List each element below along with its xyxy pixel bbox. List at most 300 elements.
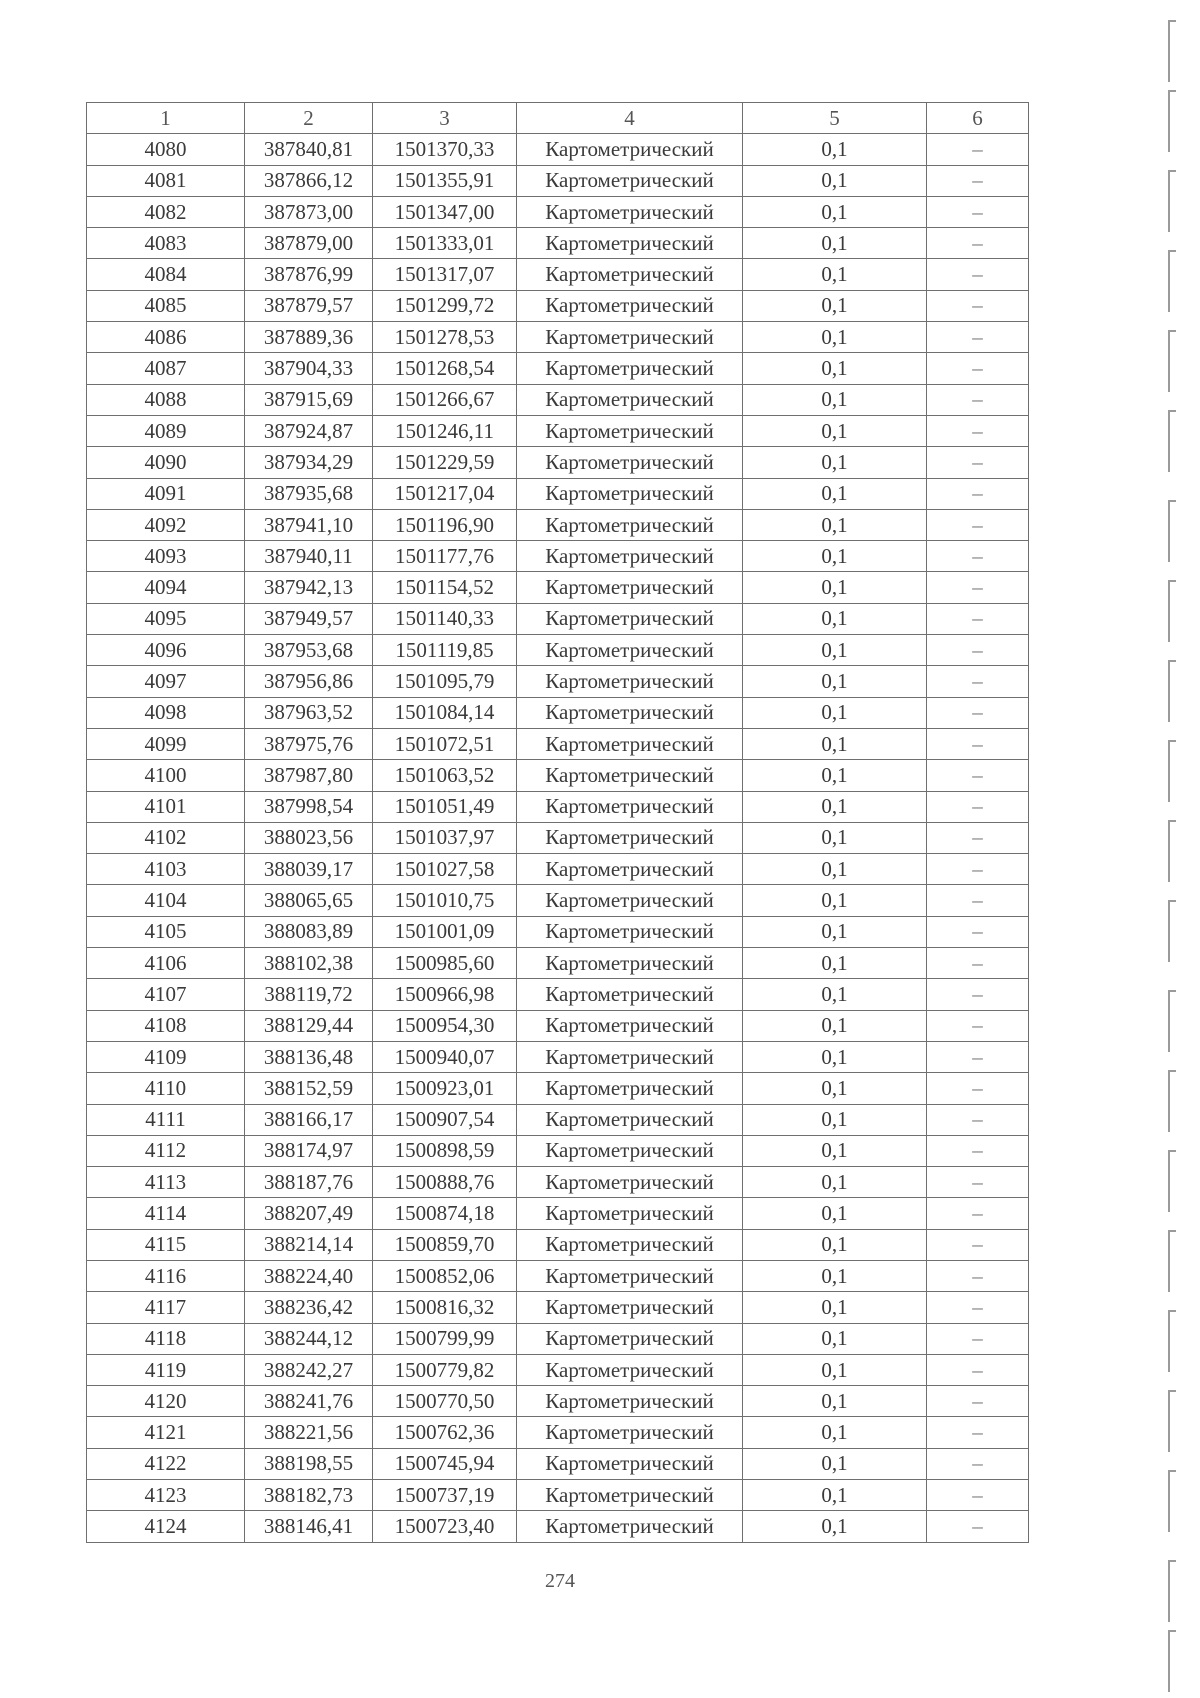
table-cell: 4091 bbox=[87, 478, 245, 509]
table-cell: 387866,12 bbox=[245, 165, 373, 196]
table-cell: 0,1 bbox=[743, 1354, 927, 1385]
table-cell: 0,1 bbox=[743, 1010, 927, 1041]
table-cell: 387873,00 bbox=[245, 196, 373, 227]
table-cell: Картометрический bbox=[517, 1198, 743, 1229]
table-cell: 4099 bbox=[87, 728, 245, 759]
table-cell: 1501333,01 bbox=[373, 228, 517, 259]
table-row bbox=[87, 1386, 1029, 1417]
table-cell: 4116 bbox=[87, 1260, 245, 1291]
table-cell: 0,1 bbox=[743, 1292, 927, 1323]
table-cell: 0,1 bbox=[743, 572, 927, 603]
column-header: 5 bbox=[743, 103, 927, 134]
table-cell: – bbox=[927, 635, 1029, 666]
table-row bbox=[87, 1480, 1029, 1511]
table-cell: 1500940,07 bbox=[373, 1041, 517, 1072]
table-cell: Картометрический bbox=[517, 572, 743, 603]
table-cell: 1500799,99 bbox=[373, 1323, 517, 1354]
table-cell: 4081 bbox=[87, 165, 245, 196]
table-cell: Картометрический bbox=[517, 322, 743, 353]
binding-mark bbox=[1168, 990, 1176, 1052]
table-cell: 1501027,58 bbox=[373, 854, 517, 885]
binding-mark bbox=[1168, 900, 1176, 962]
binding-mark bbox=[1168, 740, 1176, 802]
table-cell: 388236,42 bbox=[245, 1292, 373, 1323]
page-number: 274 bbox=[545, 1570, 575, 1592]
table-cell: 4083 bbox=[87, 228, 245, 259]
table-row bbox=[87, 1448, 1029, 1479]
table-cell: Картометрический bbox=[517, 666, 743, 697]
table-cell: – bbox=[927, 353, 1029, 384]
table-cell: 0,1 bbox=[743, 353, 927, 384]
table-cell: 0,1 bbox=[743, 478, 927, 509]
table-row bbox=[87, 885, 1029, 916]
table-cell: 4100 bbox=[87, 760, 245, 791]
table-cell: Картометрический bbox=[517, 541, 743, 572]
binding-mark bbox=[1168, 580, 1176, 642]
table-cell: Картометрический bbox=[517, 353, 743, 384]
table-row bbox=[87, 1511, 1029, 1542]
column-header: 4 bbox=[517, 103, 743, 134]
table-cell: 0,1 bbox=[743, 1135, 927, 1166]
binding-mark bbox=[1168, 20, 1176, 82]
table-cell: 1500966,98 bbox=[373, 979, 517, 1010]
table-cell: Картометрический bbox=[517, 1073, 743, 1104]
table-cell: 4122 bbox=[87, 1448, 245, 1479]
table-cell: Картометрический bbox=[517, 509, 743, 540]
table-cell: 1500770,50 bbox=[373, 1386, 517, 1417]
table-row bbox=[87, 1010, 1029, 1041]
table-cell: Картометрический bbox=[517, 1480, 743, 1511]
table-cell: 1500923,01 bbox=[373, 1073, 517, 1104]
table-cell: Картометрический bbox=[517, 948, 743, 979]
table-cell: 1500898,59 bbox=[373, 1135, 517, 1166]
table-cell: – bbox=[927, 1104, 1029, 1135]
table-row bbox=[87, 353, 1029, 384]
table-cell: 4097 bbox=[87, 666, 245, 697]
table-cell: 4102 bbox=[87, 822, 245, 853]
table-cell: 387941,10 bbox=[245, 509, 373, 540]
binding-mark bbox=[1168, 330, 1176, 392]
table-cell: 4108 bbox=[87, 1010, 245, 1041]
table-cell: 388102,38 bbox=[245, 948, 373, 979]
table-row bbox=[87, 697, 1029, 728]
table-row bbox=[87, 791, 1029, 822]
table-cell: Картометрический bbox=[517, 1386, 743, 1417]
table-cell: 388244,12 bbox=[245, 1323, 373, 1354]
table-cell: 0,1 bbox=[743, 447, 927, 478]
table-cell: 0,1 bbox=[743, 1448, 927, 1479]
table-cell: 0,1 bbox=[743, 760, 927, 791]
table-row bbox=[87, 1073, 1029, 1104]
table-cell: – bbox=[927, 1167, 1029, 1198]
binding-mark bbox=[1168, 170, 1176, 232]
table-cell: 4084 bbox=[87, 259, 245, 290]
table-row bbox=[87, 290, 1029, 321]
table-cell: 1501084,14 bbox=[373, 697, 517, 728]
table-cell: – bbox=[927, 697, 1029, 728]
table-cell: – bbox=[927, 322, 1029, 353]
table-cell: – bbox=[927, 259, 1029, 290]
table-cell: – bbox=[927, 916, 1029, 947]
table-cell: Картометрический bbox=[517, 447, 743, 478]
table-cell: Картометрический bbox=[517, 822, 743, 853]
table-cell: 387987,80 bbox=[245, 760, 373, 791]
table-cell: 1500737,19 bbox=[373, 1480, 517, 1511]
table-cell: – bbox=[927, 979, 1029, 1010]
table-cell: – bbox=[927, 478, 1029, 509]
table-cell: 4113 bbox=[87, 1167, 245, 1198]
table-row bbox=[87, 666, 1029, 697]
table-cell: – bbox=[927, 1386, 1029, 1417]
table-cell: – bbox=[927, 415, 1029, 446]
table-cell: 4088 bbox=[87, 384, 245, 415]
table-cell: 4117 bbox=[87, 1292, 245, 1323]
table-cell: – bbox=[927, 666, 1029, 697]
table-cell: 4118 bbox=[87, 1323, 245, 1354]
table-cell: – bbox=[927, 1229, 1029, 1260]
table-cell: 0,1 bbox=[743, 1104, 927, 1135]
table-cell: 388241,76 bbox=[245, 1386, 373, 1417]
binding-mark bbox=[1168, 1390, 1176, 1452]
table-cell: – bbox=[927, 822, 1029, 853]
table-cell: 0,1 bbox=[743, 290, 927, 321]
table-cell: 1501370,33 bbox=[373, 134, 517, 165]
table-cell: – bbox=[927, 1260, 1029, 1291]
table-cell: 0,1 bbox=[743, 541, 927, 572]
binding-mark bbox=[1168, 1230, 1176, 1292]
table-cell: Картометрический bbox=[517, 259, 743, 290]
table-cell: 0,1 bbox=[743, 259, 927, 290]
table-cell: 388166,17 bbox=[245, 1104, 373, 1135]
table-cell: 4092 bbox=[87, 509, 245, 540]
table-cell: 4095 bbox=[87, 603, 245, 634]
binding-mark bbox=[1168, 1150, 1176, 1212]
table-cell: 388187,76 bbox=[245, 1167, 373, 1198]
table-cell: 0,1 bbox=[743, 322, 927, 353]
table-cell: 4093 bbox=[87, 541, 245, 572]
table-cell: 4103 bbox=[87, 854, 245, 885]
table-cell: 0,1 bbox=[743, 134, 927, 165]
table-cell: 0,1 bbox=[743, 603, 927, 634]
table-cell: 4119 bbox=[87, 1354, 245, 1385]
table-cell: – bbox=[927, 384, 1029, 415]
table-cell: 1500723,40 bbox=[373, 1511, 517, 1542]
table-cell: – bbox=[927, 1354, 1029, 1385]
table-cell: 388242,27 bbox=[245, 1354, 373, 1385]
table-cell: Картометрический bbox=[517, 603, 743, 634]
table-cell: 387879,57 bbox=[245, 290, 373, 321]
table-cell: – bbox=[927, 1480, 1029, 1511]
table-cell: Картометрический bbox=[517, 228, 743, 259]
column-header: 3 bbox=[373, 103, 517, 134]
table-cell: 0,1 bbox=[743, 1480, 927, 1511]
table-cell: 4123 bbox=[87, 1480, 245, 1511]
table-cell: 4086 bbox=[87, 322, 245, 353]
binding-mark bbox=[1168, 410, 1176, 472]
table-row bbox=[87, 728, 1029, 759]
table-cell: 4121 bbox=[87, 1417, 245, 1448]
table-cell: Картометрический bbox=[517, 384, 743, 415]
table-cell: 4109 bbox=[87, 1041, 245, 1072]
table-cell: Картометрический bbox=[517, 1135, 743, 1166]
table-cell: – bbox=[927, 948, 1029, 979]
table-cell: 387876,99 bbox=[245, 259, 373, 290]
table-cell: 0,1 bbox=[743, 1386, 927, 1417]
table-row bbox=[87, 415, 1029, 446]
table-cell: Картометрический bbox=[517, 1417, 743, 1448]
table-cell: 387956,86 bbox=[245, 666, 373, 697]
table-cell: 1500888,76 bbox=[373, 1167, 517, 1198]
table-cell: 1501037,97 bbox=[373, 822, 517, 853]
table-row bbox=[87, 384, 1029, 415]
binding-mark bbox=[1168, 250, 1176, 312]
table-cell: 1500762,36 bbox=[373, 1417, 517, 1448]
table-cell: 4101 bbox=[87, 791, 245, 822]
table-header-row bbox=[87, 103, 1029, 134]
table-cell: 0,1 bbox=[743, 1167, 927, 1198]
table-cell: 0,1 bbox=[743, 979, 927, 1010]
table-cell: 0,1 bbox=[743, 384, 927, 415]
table-cell: 4080 bbox=[87, 134, 245, 165]
table-cell: Картометрический bbox=[517, 1041, 743, 1072]
table-cell: 0,1 bbox=[743, 791, 927, 822]
table-row bbox=[87, 572, 1029, 603]
table-cell: 1501266,67 bbox=[373, 384, 517, 415]
table-cell: Картометрический bbox=[517, 885, 743, 916]
table-cell: 387934,29 bbox=[245, 447, 373, 478]
table-cell: 1501229,59 bbox=[373, 447, 517, 478]
table-cell: 1500907,54 bbox=[373, 1104, 517, 1135]
table-cell: 0,1 bbox=[743, 1041, 927, 1072]
table-cell: 387904,33 bbox=[245, 353, 373, 384]
table-cell: Картометрический bbox=[517, 728, 743, 759]
table-cell: Картометрический bbox=[517, 165, 743, 196]
table-cell: 0,1 bbox=[743, 1073, 927, 1104]
table-cell: 387915,69 bbox=[245, 384, 373, 415]
table-cell: 387942,13 bbox=[245, 572, 373, 603]
table-cell: 1500745,94 bbox=[373, 1448, 517, 1479]
table-row bbox=[87, 509, 1029, 540]
table-cell: 1501347,00 bbox=[373, 196, 517, 227]
table-cell: – bbox=[927, 165, 1029, 196]
table-row bbox=[87, 1229, 1029, 1260]
table-cell: – bbox=[927, 1511, 1029, 1542]
coordinates-table bbox=[86, 102, 1029, 1543]
table-cell: 0,1 bbox=[743, 415, 927, 446]
table-cell: 4098 bbox=[87, 697, 245, 728]
binding-mark bbox=[1168, 1470, 1176, 1532]
table-cell: 388129,44 bbox=[245, 1010, 373, 1041]
table-cell: 4114 bbox=[87, 1198, 245, 1229]
table-row bbox=[87, 635, 1029, 666]
table-row bbox=[87, 822, 1029, 853]
table-cell: 0,1 bbox=[743, 509, 927, 540]
table-row bbox=[87, 1417, 1029, 1448]
table-cell: 0,1 bbox=[743, 1511, 927, 1542]
table-cell: – bbox=[927, 1448, 1029, 1479]
table-cell: Картометрический bbox=[517, 196, 743, 227]
table-cell: 1500859,70 bbox=[373, 1229, 517, 1260]
table-cell: Картометрический bbox=[517, 134, 743, 165]
table-cell: Картометрический bbox=[517, 979, 743, 1010]
table-cell: – bbox=[927, 228, 1029, 259]
table-cell: Картометрический bbox=[517, 791, 743, 822]
table-cell: 388136,48 bbox=[245, 1041, 373, 1072]
table-cell: 0,1 bbox=[743, 196, 927, 227]
table-cell: 387924,87 bbox=[245, 415, 373, 446]
table-cell: 0,1 bbox=[743, 728, 927, 759]
table-cell: 387840,81 bbox=[245, 134, 373, 165]
table-cell: 4107 bbox=[87, 979, 245, 1010]
table-cell: 4112 bbox=[87, 1135, 245, 1166]
table-cell: 388182,73 bbox=[245, 1480, 373, 1511]
table-cell: 1501063,52 bbox=[373, 760, 517, 791]
table-row bbox=[87, 854, 1029, 885]
table-row bbox=[87, 196, 1029, 227]
table-cell: Картометрический bbox=[517, 635, 743, 666]
table-cell: 1501154,52 bbox=[373, 572, 517, 603]
table-cell: – bbox=[927, 791, 1029, 822]
table-cell: 388119,72 bbox=[245, 979, 373, 1010]
table-cell: – bbox=[927, 760, 1029, 791]
table-cell: 1501119,85 bbox=[373, 635, 517, 666]
table-row bbox=[87, 603, 1029, 634]
table-cell: 387879,00 bbox=[245, 228, 373, 259]
table-cell: 1501317,07 bbox=[373, 259, 517, 290]
table-cell: 4085 bbox=[87, 290, 245, 321]
table-cell: 0,1 bbox=[743, 1260, 927, 1291]
table-cell: Картометрический bbox=[517, 1229, 743, 1260]
table-cell: 1501268,54 bbox=[373, 353, 517, 384]
table-cell: – bbox=[927, 1417, 1029, 1448]
table-cell: 1501299,72 bbox=[373, 290, 517, 321]
table-cell: 4094 bbox=[87, 572, 245, 603]
table-cell: 388221,56 bbox=[245, 1417, 373, 1448]
table-cell: 0,1 bbox=[743, 1229, 927, 1260]
table-cell: Картометрический bbox=[517, 1448, 743, 1479]
table-cell: 0,1 bbox=[743, 228, 927, 259]
table-row bbox=[87, 165, 1029, 196]
table-cell: 4087 bbox=[87, 353, 245, 384]
binding-mark bbox=[1168, 1560, 1176, 1622]
table-cell: – bbox=[927, 1292, 1029, 1323]
table-cell: – bbox=[927, 1073, 1029, 1104]
table-cell: 1501246,11 bbox=[373, 415, 517, 446]
table-cell: 388207,49 bbox=[245, 1198, 373, 1229]
table-cell: Картометрический bbox=[517, 415, 743, 446]
table-cell: 4115 bbox=[87, 1229, 245, 1260]
table-cell: Картометрический bbox=[517, 760, 743, 791]
table-row bbox=[87, 322, 1029, 353]
table-cell: 1501177,76 bbox=[373, 541, 517, 572]
table-cell: 4089 bbox=[87, 415, 245, 446]
table-cell: Картометрический bbox=[517, 1104, 743, 1135]
table-row bbox=[87, 1323, 1029, 1354]
table-cell: Картометрический bbox=[517, 697, 743, 728]
table-cell: 4110 bbox=[87, 1073, 245, 1104]
table-cell: 388198,55 bbox=[245, 1448, 373, 1479]
table-row bbox=[87, 979, 1029, 1010]
table-cell: 0,1 bbox=[743, 822, 927, 853]
table-cell: 4104 bbox=[87, 885, 245, 916]
binding-mark bbox=[1168, 820, 1176, 882]
table-cell: 387949,57 bbox=[245, 603, 373, 634]
table-row bbox=[87, 447, 1029, 478]
binding-mark bbox=[1168, 1070, 1176, 1132]
table-body bbox=[87, 134, 1029, 1542]
table-cell: 388146,41 bbox=[245, 1511, 373, 1542]
table-cell: 0,1 bbox=[743, 666, 927, 697]
table-cell: 388065,65 bbox=[245, 885, 373, 916]
table-cell: 4090 bbox=[87, 447, 245, 478]
table-row bbox=[87, 1135, 1029, 1166]
column-header: 1 bbox=[87, 103, 245, 134]
table-cell: 1501196,90 bbox=[373, 509, 517, 540]
table-cell: 388083,89 bbox=[245, 916, 373, 947]
table-cell: 0,1 bbox=[743, 885, 927, 916]
binding-mark bbox=[1168, 1630, 1176, 1692]
table-cell: 387953,68 bbox=[245, 635, 373, 666]
table-cell: 1501140,33 bbox=[373, 603, 517, 634]
column-header: 6 bbox=[927, 103, 1029, 134]
table-cell: Картометрический bbox=[517, 1354, 743, 1385]
table-cell: 387998,54 bbox=[245, 791, 373, 822]
table-cell: – bbox=[927, 728, 1029, 759]
table-cell: 1500779,82 bbox=[373, 1354, 517, 1385]
table-cell: 4111 bbox=[87, 1104, 245, 1135]
table-cell: 1501095,79 bbox=[373, 666, 517, 697]
table-row bbox=[87, 1260, 1029, 1291]
table-cell: Картометрический bbox=[517, 1511, 743, 1542]
table-cell: 1500816,32 bbox=[373, 1292, 517, 1323]
table-row bbox=[87, 760, 1029, 791]
binding-mark bbox=[1168, 660, 1176, 722]
table-cell: Картометрический bbox=[517, 1260, 743, 1291]
table-row bbox=[87, 228, 1029, 259]
table-cell: 1500985,60 bbox=[373, 948, 517, 979]
table-row bbox=[87, 541, 1029, 572]
table-cell: – bbox=[927, 134, 1029, 165]
table-cell: 0,1 bbox=[743, 697, 927, 728]
table-cell: Картометрический bbox=[517, 1167, 743, 1198]
table-row bbox=[87, 1354, 1029, 1385]
table-row bbox=[87, 1292, 1029, 1323]
table-cell: Картометрический bbox=[517, 1323, 743, 1354]
table-cell: 1501051,49 bbox=[373, 791, 517, 822]
table-cell: 1500954,30 bbox=[373, 1010, 517, 1041]
table-cell: – bbox=[927, 1198, 1029, 1229]
binding-mark bbox=[1168, 1310, 1176, 1372]
table-cell: – bbox=[927, 290, 1029, 321]
table-cell: Картометрический bbox=[517, 1010, 743, 1041]
table-cell: – bbox=[927, 196, 1029, 227]
table-cell: – bbox=[927, 1010, 1029, 1041]
table-cell: – bbox=[927, 854, 1029, 885]
table-cell: 1501072,51 bbox=[373, 728, 517, 759]
table-cell: 387975,76 bbox=[245, 728, 373, 759]
table-cell: 387935,68 bbox=[245, 478, 373, 509]
table-cell: 1501217,04 bbox=[373, 478, 517, 509]
table-cell: 4096 bbox=[87, 635, 245, 666]
column-header: 2 bbox=[245, 103, 373, 134]
table-cell: – bbox=[927, 603, 1029, 634]
table-row bbox=[87, 478, 1029, 509]
table-cell: 0,1 bbox=[743, 854, 927, 885]
table-cell: 1501010,75 bbox=[373, 885, 517, 916]
table-cell: – bbox=[927, 1041, 1029, 1072]
table-row bbox=[87, 259, 1029, 290]
table-cell: – bbox=[927, 509, 1029, 540]
